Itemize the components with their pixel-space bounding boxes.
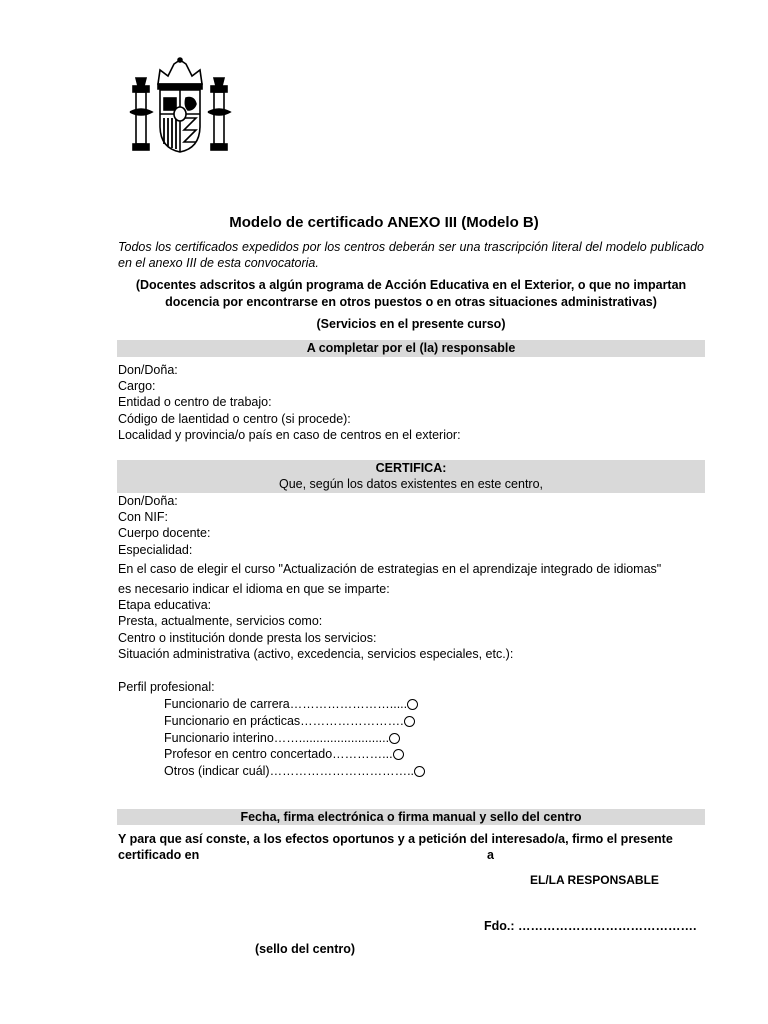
subtitle-period: (Servicios en el presente curso)	[316, 317, 506, 331]
radio-button[interactable]	[393, 749, 404, 760]
closing-line-1: Y para que así conste, a los efectos oportunos y a petición del interesado/a, firmo el presente	[118, 832, 673, 846]
field-label: Con NIF:	[118, 510, 169, 525]
stamp-label: (sello del centro)	[255, 942, 356, 956]
section-certifica-header	[117, 460, 705, 493]
option-label: Otros (indicar cuál)……………………………..	[164, 764, 415, 779]
option-row	[164, 763, 425, 780]
subtitle-line-1: (Docentes adscritos a algún programa de Acción Educativa en el Exterior, o que no impartan	[135, 278, 687, 292]
option-label: Profesor en centro concertado…………...	[164, 747, 393, 762]
intro-note: Todos los certificados expedidos por los centros deberán ser una trascripción literal del modelo publicado en el anexo III de esta convocatoria.	[118, 240, 704, 270]
field-label: Código de laentidad o centro (si procede):	[118, 411, 351, 426]
field-label: Entidad o centro de trabajo:	[118, 395, 272, 410]
radio-button[interactable]	[389, 733, 400, 744]
option-label: Funcionario de carrera…………………….....	[164, 697, 408, 711]
spain-coat-of-arms-icon	[128, 56, 232, 160]
subtitle	[118, 277, 704, 311]
responsable-label: EL/LA RESPONSABLE	[530, 873, 659, 887]
field-label: Especialidad:	[118, 542, 193, 557]
option-row	[164, 730, 425, 747]
radio-button[interactable]	[407, 699, 418, 710]
section-firma-header: Fecha, firma electrónica o firma manual y sello del centro	[117, 809, 705, 825]
field-label: Etapa educativa:	[118, 598, 212, 613]
field-label: En el caso de elegir el curso "Actualización de estrategias en el aprendizaje integrado de idiomas"	[118, 561, 662, 576]
docente-fields	[118, 493, 704, 662]
option-label: Funcionario interino……..........................	[164, 730, 390, 745]
signature-line: Fdo.: …………………………………….	[484, 919, 697, 933]
field-label: Don/Doña:	[118, 494, 178, 508]
field-label: Cargo:	[118, 379, 156, 394]
field-label: Situación administrativa (activo, excedencia, servicios especiales, etc.):	[118, 646, 514, 661]
field-label: Don/Doña:	[118, 363, 178, 377]
option-row	[164, 696, 425, 713]
page-title: Modelo de certificado ANEXO III (Modelo B)	[229, 214, 539, 231]
responsable-fields	[118, 362, 704, 443]
option-row	[164, 746, 425, 763]
section-responsable-header: A completar por el (la) responsable	[117, 340, 705, 357]
option-row	[164, 713, 425, 730]
perfil-options	[164, 696, 425, 780]
field-label: Cuerpo docente:	[118, 526, 211, 541]
certifica-subtitle: Que, según los datos existentes en este centro,	[278, 477, 544, 491]
perfil-label: Perfil profesional:	[118, 680, 215, 694]
radio-button[interactable]	[414, 766, 425, 777]
option-label: Funcionario en prácticas…………………….	[164, 713, 404, 728]
closing-a: a	[487, 848, 494, 862]
field-label: es necesario indicar el idioma en que se imparte:	[118, 582, 390, 597]
closing-line-2: certificado en	[118, 848, 200, 862]
field-label: Presta, actualmente, servicios como:	[118, 614, 323, 629]
radio-button[interactable]	[404, 716, 415, 727]
subtitle-line-2: docencia por encontrarse en otros puestos o en otras situaciones administrativas)	[165, 295, 657, 309]
certifica-title: CERTIFICA:	[375, 461, 447, 475]
field-label: Localidad y provincia/o país en caso de centros en el exterior:	[118, 427, 461, 442]
field-label: Centro o institución donde presta los servicios:	[118, 630, 377, 645]
